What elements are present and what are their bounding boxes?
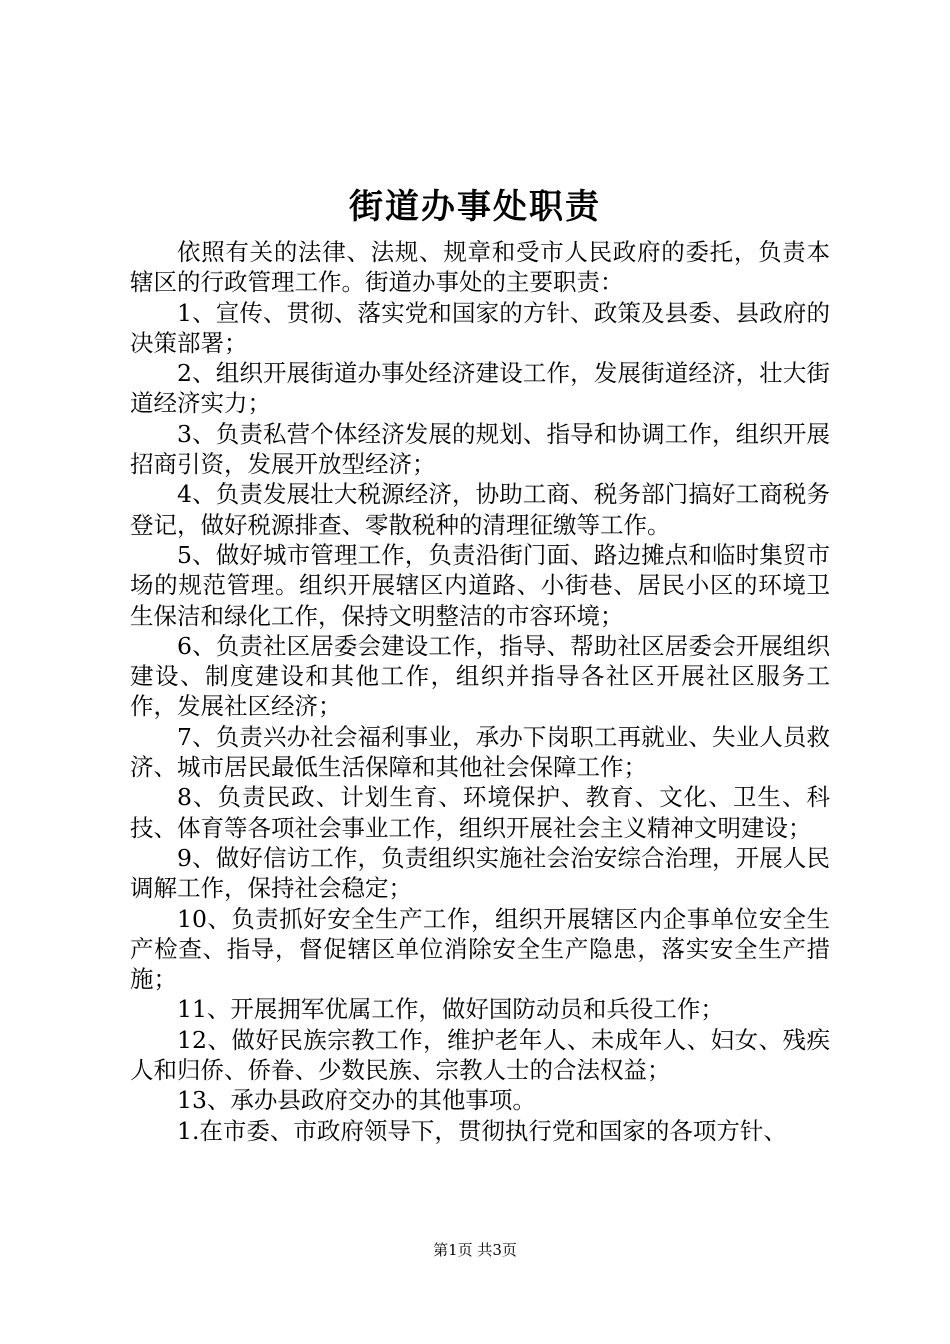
paragraph-item-12: 12、做好民族宗教工作，维护老年人、未成年人、妇女、残疾人和归侨、侨眷、少数民族、宗教人士的合法权益； [130, 1025, 830, 1085]
paragraph-item-5: 5、做好城市管理工作，负责沿街门面、路边摊点和临时集贸市场的规范管理。组织开展辖区内道路、小街巷、居民小区的环境卫生保洁和绿化工作，保持文明整洁的市容环境； [130, 540, 830, 630]
page-footer: 第1页 共3页 [433, 1241, 517, 1259]
document-title: 街道办事处职责 [349, 187, 601, 227]
paragraph-item-7: 7、负责兴办社会福利事业，承办下岗职工再就业、失业人员救济、城市居民最低生活保障和其他社会保障工作； [130, 722, 830, 782]
paragraph-continuation: 1.在市委、市政府领导下，贯彻执行党和国家的各项方针、 [177, 1116, 787, 1145]
paragraph-item-3: 3、负责私营个体经济发展的规划、指导和协调工作，组织开展招商引资，发展开放型经济； [130, 419, 830, 479]
document-body [130, 237, 830, 1146]
paragraph-intro: 依照有关的法律、法规、规章和受市人民政府的委托，负责本辖区的行政管理工作。街道办事处的主要职责： [130, 238, 830, 297]
paragraph-item-10: 10、负责抓好安全生产工作，组织开展辖区内企事单位安全生产检查、指导，督促辖区单位消除安全生产隐患，落实安全生产措施； [130, 904, 830, 994]
paragraph-item-11: 11、开展拥军优属工作，做好国防动员和兵役工作； [177, 995, 724, 1024]
paragraph-item-6: 6、负责社区居委会建设工作，指导、帮助社区居委会开展组织建设、制度建设和其他工作，组织并指导各社区开展社区服务工作，发展社区经济； [130, 631, 830, 721]
paragraph-item-13: 13、承办县政府交办的其他事项。 [177, 1086, 536, 1115]
paragraph-item-8: 8、负责民政、计划生育、环境保护、教育、文化、卫生、科技、体育等各项社会事业工作，组织开展社会主义精神文明建设； [130, 783, 830, 842]
paragraph-item-9: 9、做好信访工作，负责组织实施社会治安综合治理，开展人民调解工作，保持社会稳定； [130, 843, 830, 903]
paragraph-item-2: 2、组织开展街道办事处经济建设工作，发展街道经济，壮大街道经济实力； [130, 359, 830, 418]
paragraph-item-1: 1、宣传、贯彻、落实党和国家的方针、政策及县委、县政府的决策部署； [130, 298, 830, 357]
paragraph-item-4: 4、负责发展壮大税源经济，协助工商、税务部门搞好工商税务登记，做好税源排查、零散税种的清理征缴等工作。 [130, 480, 830, 539]
